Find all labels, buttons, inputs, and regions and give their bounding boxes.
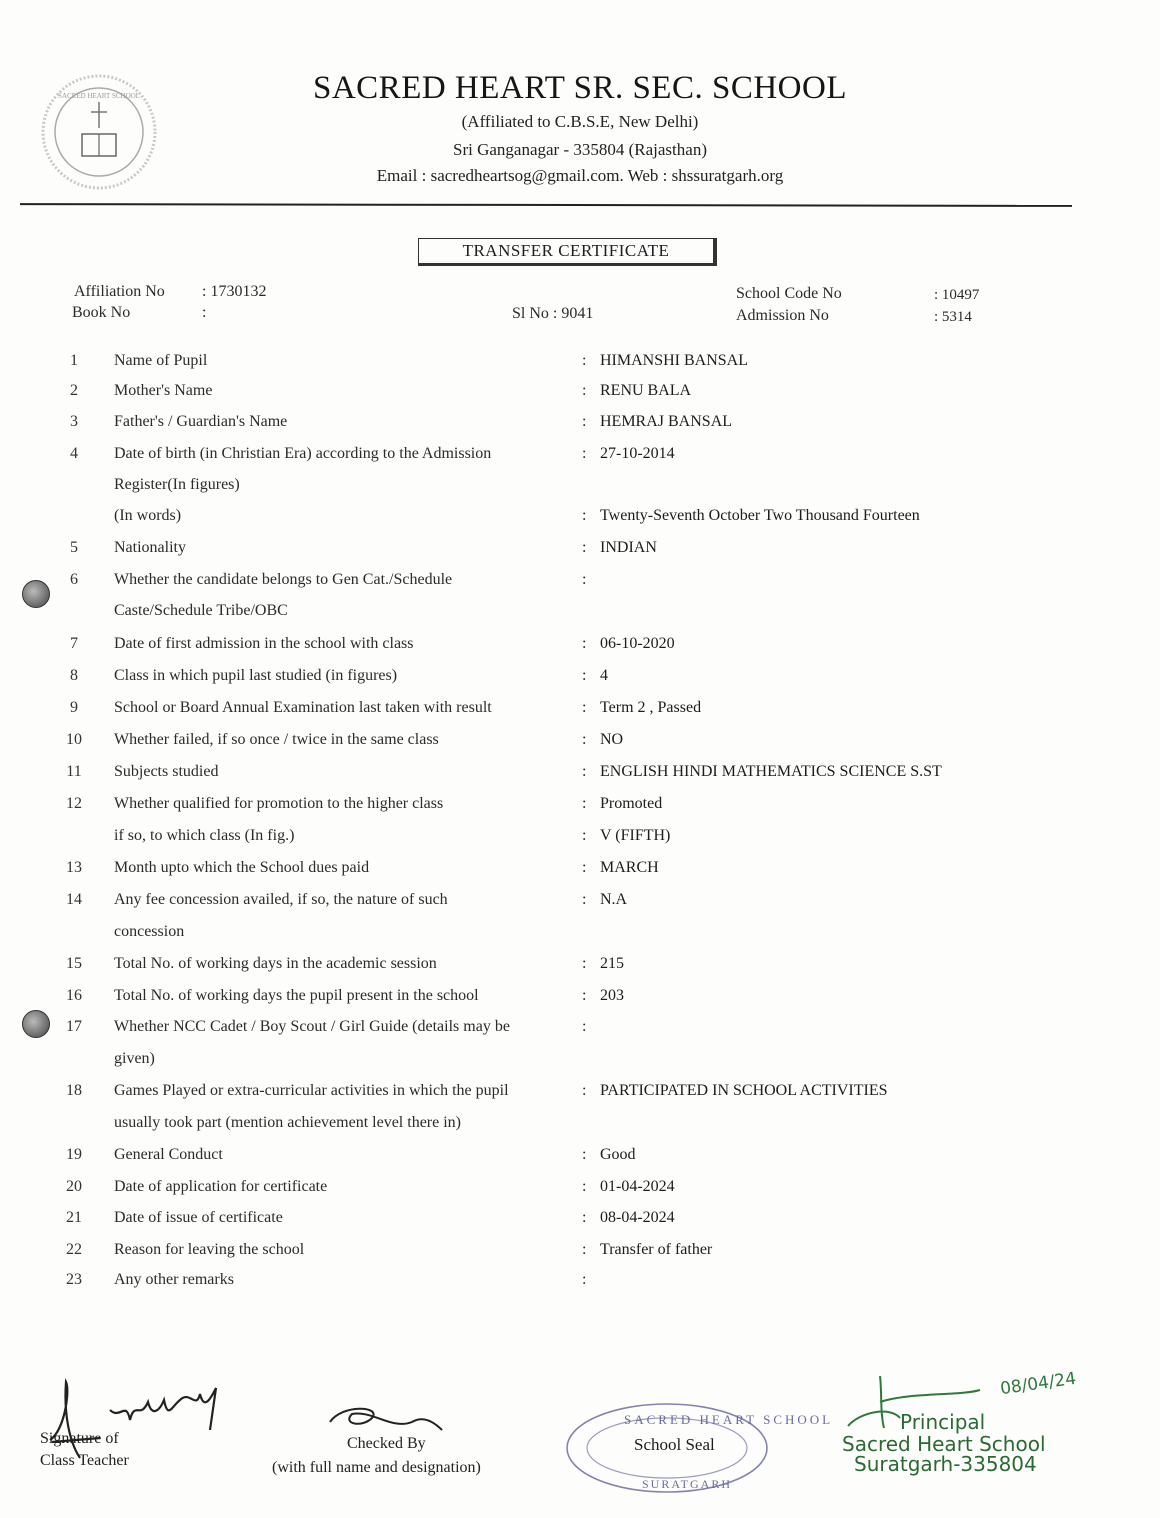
field-value: 01-04-2024 (600, 1178, 675, 1195)
field-value: INDIAN (600, 539, 657, 556)
field-value: Promoted (600, 795, 663, 812)
field-row (0, 827, 1110, 857)
field-colon: : (582, 539, 587, 556)
field-colon: : (582, 413, 587, 430)
field-number: 15 (66, 955, 82, 972)
field-value: 08-04-2024 (600, 1209, 675, 1226)
field-label: Date of issue of certificate (114, 1209, 283, 1226)
field-value: Twenty-Seventh October Two Thousand Fourteen (600, 507, 920, 524)
teacher-signature-label-2: Class Teacher (40, 1452, 129, 1469)
field-colon: : (582, 699, 587, 716)
affiliation-value: : 1730132 (202, 283, 267, 300)
field-colon: : (582, 859, 587, 876)
book-value: : (202, 304, 207, 321)
field-label: Class in which pupil last studied (in figures) (114, 667, 398, 684)
field-row (0, 859, 1110, 889)
field-number: 22 (66, 1241, 82, 1258)
principal-date: 08/04/24 (998, 1368, 1078, 1400)
field-row (0, 539, 1110, 569)
field-colon: : (582, 1146, 587, 1163)
field-label: Reason for leaving the school (114, 1241, 305, 1258)
field-number: 6 (70, 571, 78, 588)
field-value: Transfer of father (600, 1241, 713, 1258)
teacher-signature-label: Signature of (40, 1430, 119, 1447)
field-number: 12 (66, 795, 82, 812)
field-colon: : (582, 827, 587, 844)
field-label: Name of Pupil (114, 352, 208, 369)
field-row (0, 1241, 1110, 1271)
field-row (0, 1209, 1110, 1239)
field-number: 10 (66, 731, 82, 748)
field-colon: : (582, 955, 587, 972)
field-label: Any other remarks (114, 1271, 234, 1288)
field-row (0, 1114, 1110, 1144)
field-row (0, 699, 1110, 729)
field-label: Date of application for certificate (114, 1178, 328, 1195)
field-label: Any fee concession availed, if so, the nature of such (114, 891, 448, 908)
field-label: Whether qualified for promotion to the higher class (114, 795, 444, 812)
field-colon: : (582, 635, 587, 652)
field-colon: : (582, 1018, 587, 1035)
field-row (0, 1018, 1110, 1048)
field-row (0, 1271, 1110, 1301)
field-number: 8 (70, 667, 78, 684)
field-label: Subjects studied (114, 763, 219, 780)
principal-title: Principal (900, 1410, 986, 1434)
field-row (0, 987, 1110, 1017)
field-label: Month upto which the School dues paid (114, 859, 370, 876)
school-code-value: : 10497 (934, 287, 980, 303)
field-row (0, 445, 1110, 475)
field-number: 23 (66, 1271, 82, 1288)
field-label: if so, to which class (In fig.) (114, 827, 295, 844)
field-label: Father's / Guardian's Name (114, 413, 288, 430)
field-value: V (FIFTH) (600, 827, 671, 844)
field-row (0, 923, 1110, 953)
field-value: 215 (600, 955, 624, 972)
field-row (0, 413, 1110, 443)
field-value: 4 (600, 667, 608, 684)
field-label: Date of birth (in Christian Era) according to the Admission (114, 445, 492, 462)
field-number: 11 (66, 763, 82, 780)
field-value: HEMRAJ BANSAL (600, 413, 733, 430)
field-row (0, 635, 1110, 665)
field-row (0, 1082, 1110, 1112)
field-label: Whether the candidate belongs to Gen Cat./Schedule (114, 571, 453, 588)
field-label: (In words) (114, 507, 182, 524)
field-colon: : (582, 1241, 587, 1258)
field-value: RENU BALA (600, 382, 692, 399)
school-seal (562, 1400, 834, 1496)
field-row (0, 955, 1110, 985)
address-line: Sri Ganganagar - 335804 (Rajasthan) (453, 140, 707, 159)
field-colon: : (582, 987, 587, 1004)
field-row (0, 795, 1110, 825)
certificate-title: TRANSFER CERTIFICATE (418, 238, 717, 266)
field-value: N.A (600, 891, 628, 908)
field-label: Total No. of working days in the academic session (114, 955, 437, 972)
field-value: Term 2 , Passed (600, 699, 702, 716)
checked-by-subtitle: (with full name and designation) (272, 1459, 481, 1476)
field-colon: : (582, 571, 587, 588)
field-colon: : (582, 731, 587, 748)
field-value: 203 (600, 987, 624, 1004)
school-code-label: School Code No (736, 285, 842, 302)
field-label: Whether failed, if so once / twice in the same class (114, 731, 439, 748)
field-colon: : (582, 891, 587, 908)
field-row (0, 602, 1110, 632)
field-row (0, 476, 1110, 506)
field-row (0, 1050, 1110, 1080)
field-value: NO (600, 731, 624, 748)
field-colon: : (582, 763, 587, 780)
field-label: given) (114, 1050, 155, 1067)
seal-label: School Seal (634, 1435, 715, 1454)
field-label: School or Board Annual Examination last taken with result (114, 699, 492, 716)
school-name: SACRED HEART SR. SEC. SCHOOL (312, 70, 847, 106)
field-colon: : (582, 1209, 587, 1226)
field-label: Mother's Name (114, 382, 213, 399)
field-colon: : (582, 445, 587, 462)
principal-location: Suratgarh-335804 (854, 1452, 1037, 1476)
field-colon: : (582, 1082, 587, 1099)
field-number: 3 (70, 413, 78, 430)
field-number: 14 (66, 891, 82, 908)
field-number: 1 (70, 352, 78, 369)
field-label: Date of first admission in the school with class (114, 635, 414, 652)
principal-school: Sacred Heart School (842, 1432, 1046, 1456)
field-colon: : (582, 352, 587, 369)
seal-ring-top: SACRED HEART SCHOOL (624, 1412, 834, 1427)
field-number: 7 (70, 635, 78, 652)
field-row (0, 891, 1110, 921)
field-number: 21 (66, 1209, 82, 1226)
field-row (0, 352, 1110, 382)
checked-by-label: Checked By (347, 1435, 426, 1452)
field-label: Register(In figures) (114, 476, 240, 493)
field-label: concession (114, 923, 185, 940)
admission-label: Admission No (736, 307, 829, 324)
field-number: 2 (70, 382, 78, 399)
field-row (0, 763, 1110, 793)
field-value: HIMANSHI BANSAL (600, 352, 749, 369)
field-label: Nationality (114, 539, 186, 556)
field-row (0, 667, 1110, 697)
field-number: 19 (66, 1146, 82, 1163)
header-divider (20, 203, 1072, 207)
field-row (0, 1178, 1110, 1208)
field-colon: : (582, 507, 587, 524)
field-number: 5 (70, 539, 78, 556)
seal-ring-bottom: SURATGARH (642, 1477, 733, 1491)
field-value: MARCH (600, 859, 659, 876)
field-number: 9 (70, 699, 78, 716)
book-label: Book No (72, 304, 131, 321)
field-colon: : (582, 795, 587, 812)
affiliation-line: (Affiliated to C.B.S.E, New Delhi) (461, 112, 699, 131)
field-number: 4 (70, 445, 78, 462)
field-value: Good (600, 1146, 636, 1163)
field-number: 18 (66, 1082, 82, 1099)
field-number: 17 (66, 1018, 82, 1035)
field-label: Caste/Schedule Tribe/OBC (114, 602, 288, 619)
field-value: 06-10-2020 (600, 635, 675, 652)
field-row (0, 571, 1110, 601)
field-number: 20 (66, 1178, 82, 1195)
field-colon: : (582, 667, 587, 684)
field-value: PARTICIPATED IN SCHOOL ACTIVITIES (600, 1082, 888, 1099)
field-row (0, 1146, 1110, 1176)
field-label: Whether NCC Cadet / Boy Scout / Girl Guide (details may be (114, 1018, 510, 1035)
logo-text: SACRED HEART SCHOOL (58, 92, 140, 100)
field-colon: : (582, 1271, 587, 1288)
contact-line: Email : sacredheartsog@gmail.com. Web : shssuratgarh.org (376, 166, 784, 185)
field-row (0, 731, 1110, 761)
checker-signature (322, 1400, 452, 1440)
affiliation-label: Affiliation No (74, 283, 165, 300)
field-number: 13 (66, 859, 82, 876)
field-label: Games Played or extra-curricular activities in which the pupil (114, 1082, 509, 1099)
field-value: 27-10-2014 (600, 445, 675, 462)
field-label: General Conduct (114, 1146, 223, 1163)
field-value: ENGLISH HINDI MATHEMATICS SCIENCE S.ST (600, 763, 942, 780)
field-colon: : (582, 382, 587, 399)
admission-value: : 5314 (934, 309, 972, 325)
field-label: usually took part (mention achievement level there in) (114, 1114, 461, 1131)
field-row (0, 382, 1110, 412)
field-label: Total No. of working days the pupil present in the school (114, 987, 479, 1004)
field-colon: : (582, 1178, 587, 1195)
field-row (0, 507, 1110, 537)
serial-number: Sl No : 9041 (512, 305, 594, 322)
field-number: 16 (66, 987, 82, 1004)
